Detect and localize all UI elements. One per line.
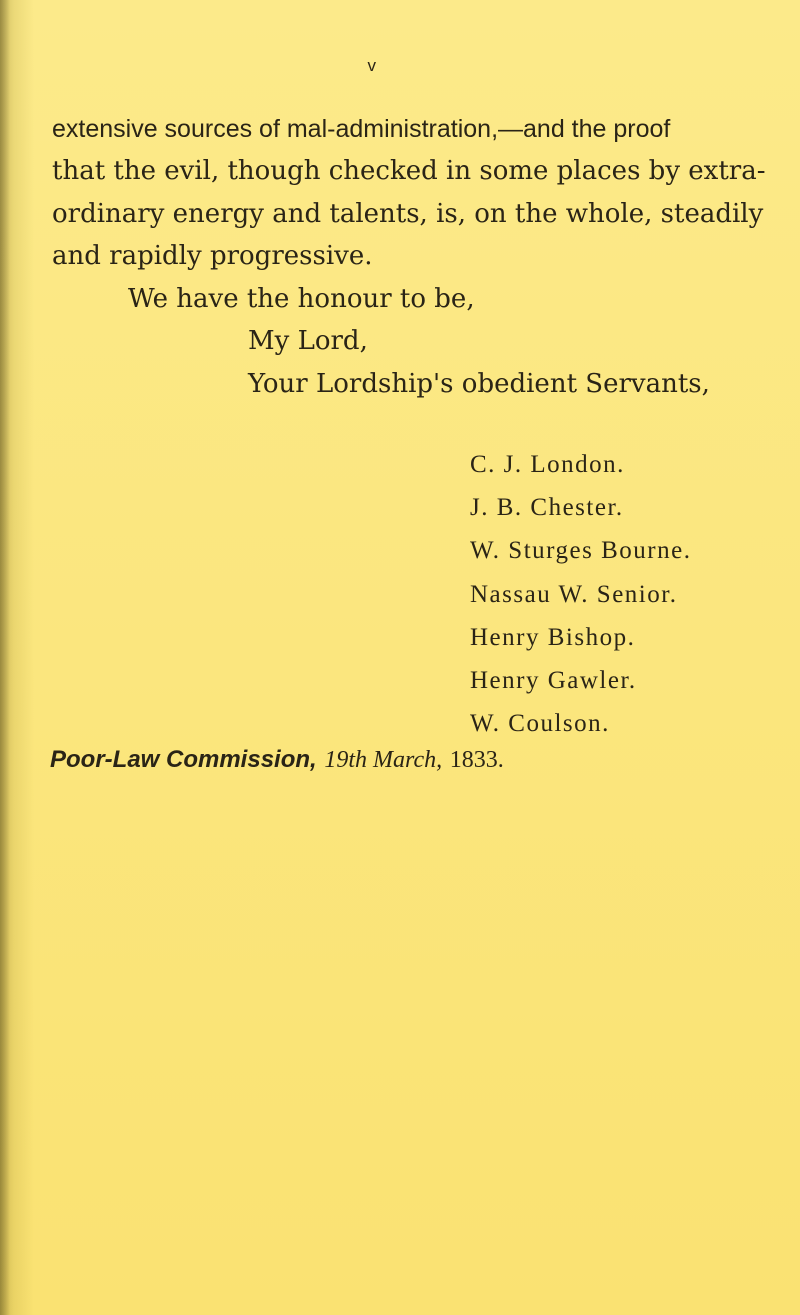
signatory: Henry Gawler. <box>470 667 637 694</box>
signatory: C. J. London. <box>470 451 625 478</box>
signatory: Henry Bishop. <box>470 624 636 651</box>
closing-servants-line: Your Lordship's obedient Servants, <box>248 369 710 399</box>
signatory: W. Sturges Bourne. <box>470 537 692 564</box>
closing-line: We have the honour to be, <box>128 284 475 314</box>
page-number: v <box>367 56 377 75</box>
footer-date: 19th March, <box>324 747 443 773</box>
salutation: My Lord, <box>248 326 368 356</box>
body-line-4: and rapidly progressive. <box>52 241 373 271</box>
footer-year: 1833. <box>449 747 504 773</box>
footer-place: Poor-Law Commission, <box>50 746 317 773</box>
signatory: W. Coulson. <box>470 710 610 737</box>
footer-dateline <box>50 744 504 775</box>
signatory: Nassau W. Senior. <box>470 581 678 608</box>
body-line-2: that the evil, though checked in some places by extra- <box>52 156 766 186</box>
page-edge-shadow <box>0 0 10 1315</box>
body-line-1: extensive sources of mal-administration,—and the proof <box>52 115 671 143</box>
body-line-3: ordinary energy and talents, is, on the whole, steadily <box>52 199 764 229</box>
signatory: J. B. Chester. <box>470 494 624 521</box>
